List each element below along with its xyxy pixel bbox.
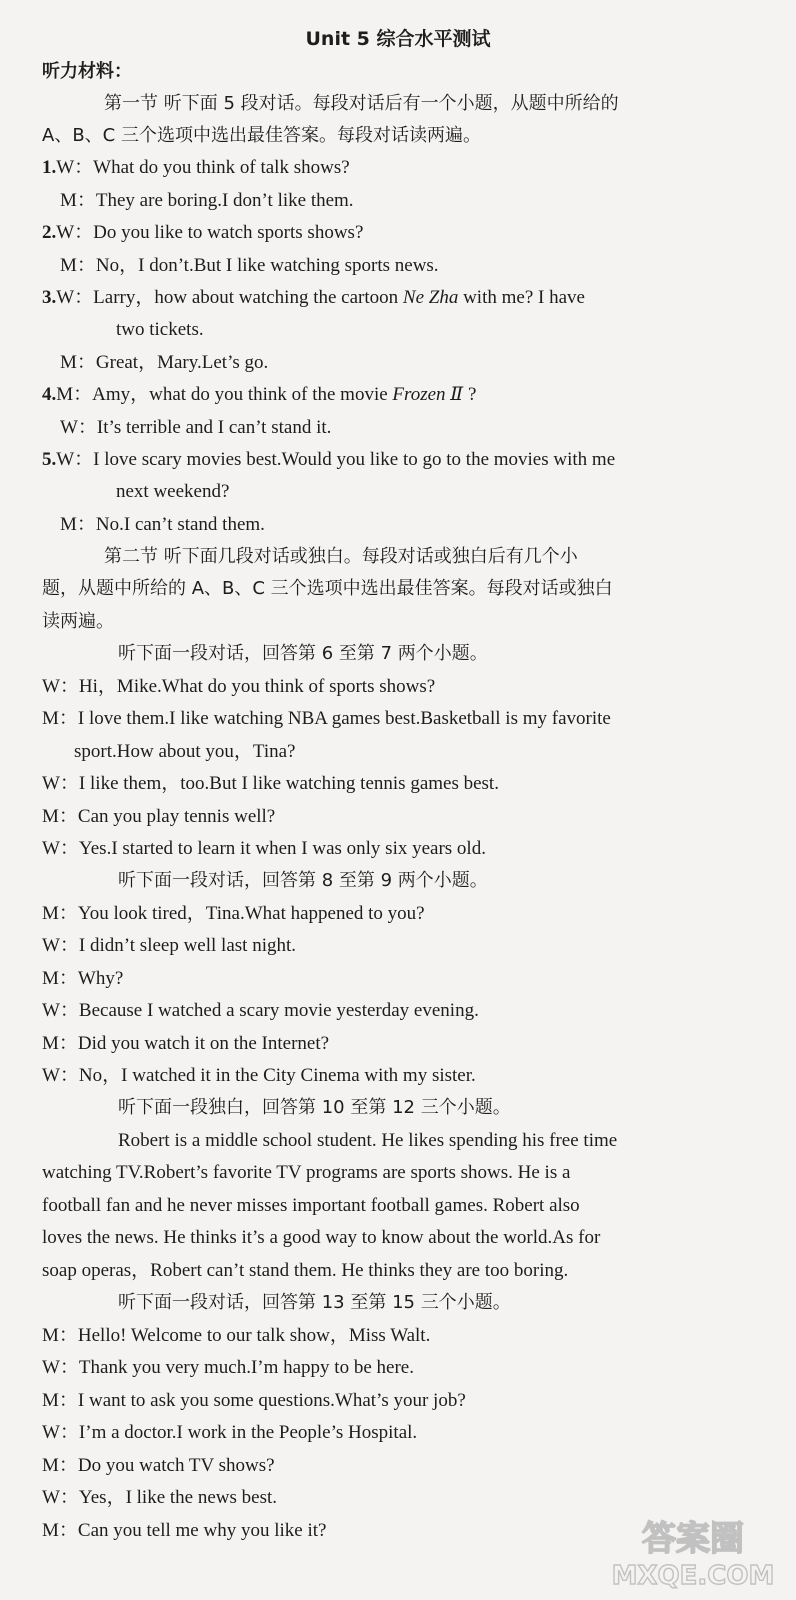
q2-w [42, 221, 758, 245]
q5-w [42, 448, 758, 472]
watermark-top-text: 答案圈 [642, 1519, 744, 1559]
dialogue3-line: M：Can you tell me why you like it? [42, 1520, 327, 1541]
monologue-line: loves the news. He thinks it’s a good way to know about the world.As for [42, 1227, 601, 1248]
q3-number: 3. [42, 287, 57, 308]
q2-m: M：No，I don’t.But I like watching sports news. [60, 255, 439, 276]
monologue-line: soap operas，Robert can’t stand them. He thinks they are too boring. [42, 1260, 569, 1281]
dialogue2-line: W：Because I watched a scary movie yesterday evening. [42, 1000, 479, 1021]
monologue-intro: 听下面一段独白，回答第 10 至第 12 三个小题。 [118, 1097, 511, 1118]
dialogue3-line: M：Do you watch TV shows? [42, 1455, 275, 1476]
q3-w-text-a: W：Larry，how about watching the cartoon [56, 287, 403, 308]
dialogue3-line: W：I’m a doctor.I work in the People’s Hospital. [42, 1422, 418, 1443]
q3-w-cont: two tickets. [116, 319, 204, 340]
dialogue2-line: W：I didn’t sleep well last night. [42, 935, 296, 956]
q1-w [42, 156, 758, 180]
dialogue3-intro: 听下面一段对话，回答第 13 至第 15 三个小题。 [118, 1292, 511, 1313]
monologue-line: watching TV.Robert’s favorite TV programs are sports shows. He is a [42, 1162, 571, 1183]
q4-title-frozen: Frozen Ⅱ [392, 384, 464, 405]
watermark-logo [601, 1510, 786, 1592]
dialogue1-line: W：Yes.I started to learn it when I was only six years old. [42, 838, 486, 859]
dialogue1-line: M：Can you play tennis well? [42, 806, 276, 827]
section2-instruction-1: 第二节 听下面几段对话或独白。每段对话或独白后有几个小 [104, 546, 578, 567]
listening-header: 听力材料： [42, 61, 132, 82]
dialogue1-line: W：Hi，Mike.What do you think of sports shows? [42, 676, 436, 697]
monologue-line: football fan and he never misses important football games. Robert also [42, 1195, 580, 1216]
monologue-line: Robert is a middle school student. He likes spending his free time [118, 1130, 618, 1151]
q5-w-text: W：I love scary movies best.Would you like to go to the movies with me [56, 449, 616, 470]
dialogue3-line: M：Hello! Welcome to our talk show，Miss Walt. [42, 1325, 431, 1346]
section2-instruction-2: 题，从题中所给的 A、B、C 三个选项中选出最佳答案。每段对话或独白 [42, 578, 613, 599]
dialogue1-line: sport.How about you，Tina? [74, 741, 296, 762]
q3-w [42, 286, 758, 310]
q1-number: 1. [42, 157, 57, 178]
q1-m: M：They are boring.I don’t like them. [60, 190, 354, 211]
q3-m: M：Great，Mary.Let’s go. [60, 352, 269, 373]
dialogue2-intro: 听下面一段对话，回答第 8 至第 9 两个小题。 [118, 870, 488, 891]
dialogue2-line: M：Why? [42, 968, 124, 989]
q2-number: 2. [42, 222, 57, 243]
dialogue3-line: W：Thank you very much.I’m happy to be here. [42, 1357, 414, 1378]
dialogue1-intro: 听下面一段对话，回答第 6 至第 7 两个小题。 [118, 643, 488, 664]
dialogue2-line: W：No，I watched it in the City Cinema with my sister. [42, 1065, 476, 1086]
q4-m [42, 383, 758, 407]
q5-number: 5. [42, 449, 57, 470]
q5-m: M：No.I can’t stand them. [60, 514, 265, 535]
section1-instruction-1: 第一节 听下面 5 段对话。每段对话后有一个小题，从题中所给的 [104, 93, 619, 114]
q1-w-text: W：What do you think of talk shows? [56, 157, 350, 178]
q4-m-text-b: ? [463, 384, 477, 405]
dialogue2-line: M：You look tired，Tina.What happened to you? [42, 903, 425, 924]
q4-w: W：It’s terrible and I can’t stand it. [60, 417, 332, 438]
page-title: Unit 5 综合水平测试 [305, 28, 491, 50]
watermark-bottom-text: MXQE.COM [611, 1561, 775, 1591]
section1-instruction-2: A、B、C 三个选项中选出最佳答案。每段对话读两遍。 [42, 125, 481, 146]
q5-w-cont: next weekend? [116, 481, 230, 502]
dialogue1-line: M：I love them.I like watching NBA games best.Basketball is my favorite [42, 708, 611, 729]
q4-m-text-a: M：Amy，what do you think of the movie [56, 384, 393, 405]
q3-title-ne-zha: Ne Zha [402, 287, 459, 308]
q3-w-text-b: with me? I have [458, 287, 585, 308]
q2-w-text: W：Do you like to watch sports shows? [56, 222, 364, 243]
section2-instruction-3: 读两遍。 [42, 611, 114, 632]
dialogue3-line: M：I want to ask you some questions.What’s your job? [42, 1390, 466, 1411]
q4-number: 4. [42, 384, 57, 405]
dialogue1-line: W：I like them，too.But I like watching tennis games best. [42, 773, 499, 794]
dialogue2-line: M：Did you watch it on the Internet? [42, 1033, 330, 1054]
dialogue3-line: W：Yes，I like the news best. [42, 1487, 278, 1508]
